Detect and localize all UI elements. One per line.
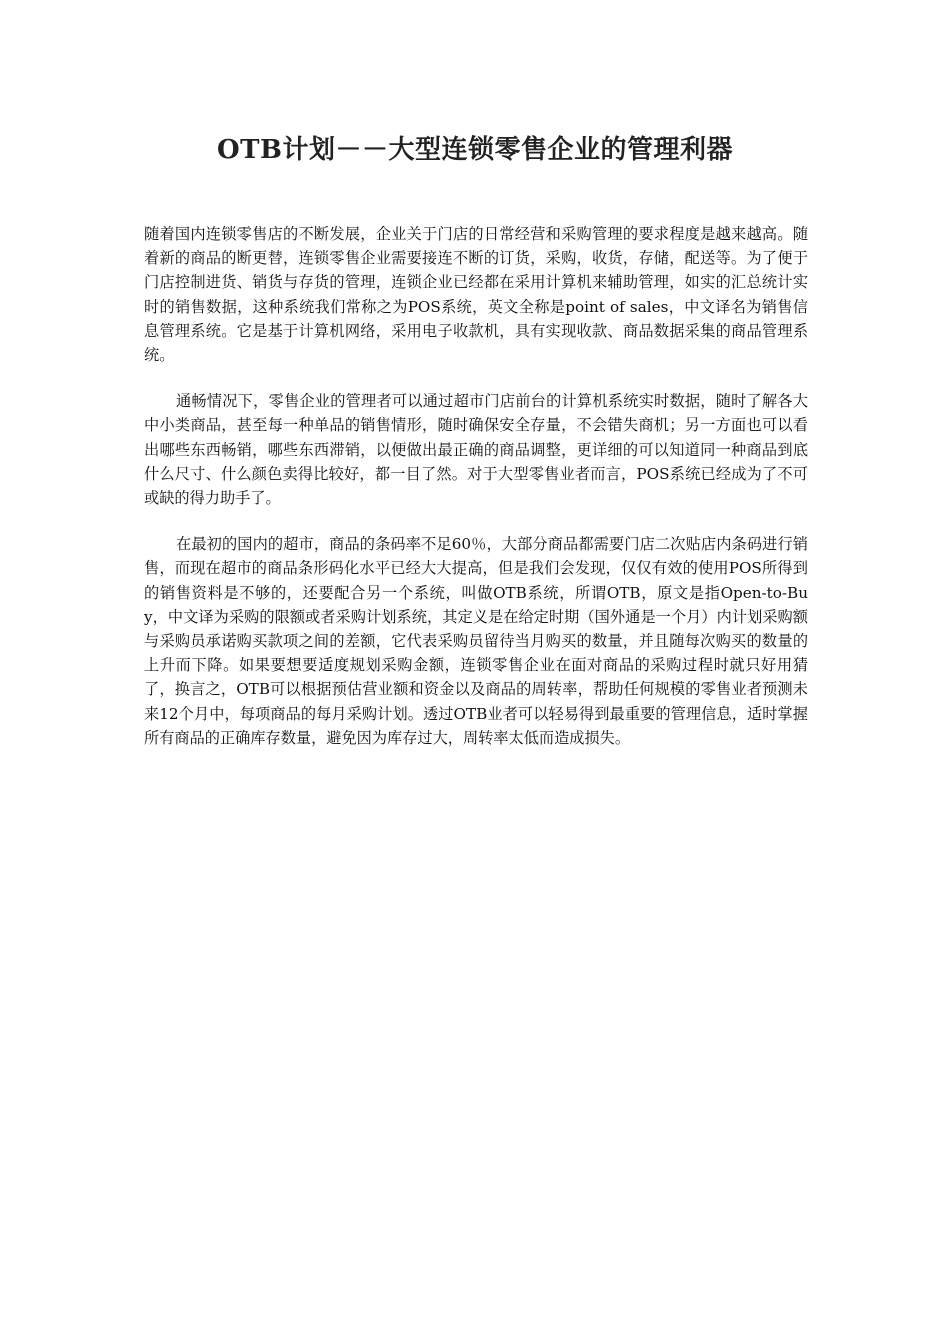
paragraph-1: 随着国内连锁零售店的不断发展，企业关于门店的日常经营和采购管理的要求程度是越来越高。随着新的商品的断更替，连锁零售企业需要接连不断的订货，采购，收货，存储，配送等。为了便于门店控制进货、销货与存货的管理，连锁企业已经都在采用计算机来辅助管理，如实的汇总统计实时的销售数据，这种系统我们常称之为POS系统，英文全称是point of sales，中文译名为销售信息管理系统。它是基于计算机网络，采用电子收款机，具有实现收款、商品数据采集的商品管理系统。 — [144, 225, 808, 365]
paragraph-2: 通畅情况下，零售企业的管理者可以通过超市门店前台的计算机系统实时数据，随时了解各大中小类商品，甚至每一种单品的销售情形，随时确保安全存量，不会错失商机；另一方面也可以看出哪些东西畅销，哪些东西滞销，以便做出最正确的商品调整，更详细的可以知道同一种商品到底什么尺寸、什么颜色卖得比较好，都一目了然。对于大型零售业者而言，POS系统已经成为了不可或缺的得力助手了。 — [144, 392, 808, 508]
paragraph-3: 在最初的国内的超市，商品的条码率不足60％，大部分商品都需要门店二次贴店内条码进行销售，而现在超市的商品条形码化水平已经大大提高，但是我们会发现，仅仅有效的使用POS所得到的销售资料是不够的，还要配合另一个系统，叫做OTB系统，所谓OTB，原文是指Open-to-Buy，中文译为采购的限额或者采购计划系统，其定义是在给定时期（国外通是一个月）内计划采购额与采购员承诺购买款项之间的差额，它代表采购员留待当月购买的数量，并且随每次购买的数量的上升而下降。如果要想要适度规划采购金额，连锁零售企业在面对商品的采购过程时就只好用猜了，换言之，OTB可以根据预估营业额和资金以及商品的周转率，帮助任何规模的零售业者预测未来12个月中，每项商品的每月采购计划。透过OTB业者可以轻易得到最重要的管理信息，适时掌握所有商品的正确库存数量，避免因为库存过大，周转率太低而造成损失。 — [144, 535, 808, 747]
document-body — [144, 222, 808, 772]
document-title: OTB计划－－大型连锁零售企业的管理利器 — [217, 135, 733, 165]
